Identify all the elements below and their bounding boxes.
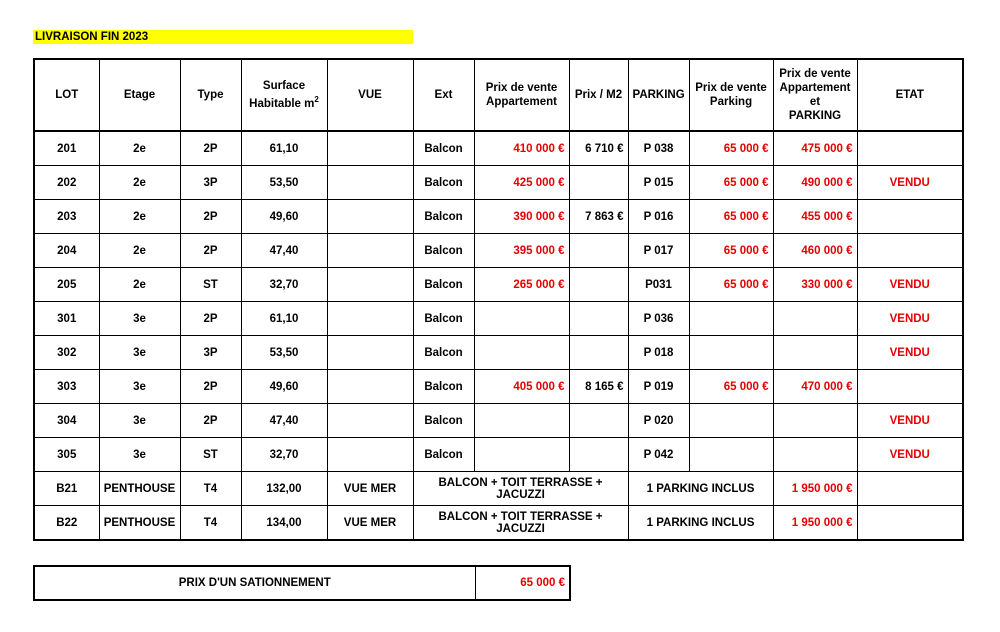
cell-vue — [327, 404, 413, 438]
cell-ext: BALCON + TOIT TERRASSE + JACUZZI — [413, 506, 628, 541]
header-prix-appt — [474, 59, 569, 131]
table-row — [34, 336, 963, 370]
cell-lot: 301 — [34, 302, 99, 336]
cell-prix-m2: 6 710 € — [569, 131, 628, 166]
cell-vue — [327, 200, 413, 234]
cell-prix-appt — [474, 336, 569, 370]
header-etage: Etage — [99, 59, 180, 131]
cell-ext: BALCON + TOIT TERRASSE + JACUZZI — [413, 472, 628, 506]
cell-ext: Balcon — [413, 336, 474, 370]
cell-parking: P 036 — [628, 302, 689, 336]
cell-type: ST — [180, 268, 241, 302]
cell-parking: P 038 — [628, 131, 689, 166]
cell-parking: P 042 — [628, 438, 689, 472]
cell-etat: VENDU — [857, 166, 963, 200]
table-row — [34, 234, 963, 268]
cell-prix-total: 1 950 000 € — [773, 472, 857, 506]
cell-etage: 2e — [99, 200, 180, 234]
parking-price-summary — [33, 565, 571, 601]
header-row — [34, 59, 963, 131]
cell-type: 2P — [180, 302, 241, 336]
cell-lot: 304 — [34, 404, 99, 438]
header-surface-sup: 2 — [314, 95, 319, 105]
cell-prix-total — [773, 404, 857, 438]
cell-parking: 1 PARKING INCLUS — [628, 506, 773, 541]
cell-ext: Balcon — [413, 404, 474, 438]
cell-vue — [327, 268, 413, 302]
cell-prix-appt: 390 000 € — [474, 200, 569, 234]
cell-lot: B22 — [34, 506, 99, 541]
cell-prix-parking: 65 000 € — [689, 166, 773, 200]
cell-prix-total: 475 000 € — [773, 131, 857, 166]
cell-etage: 3e — [99, 404, 180, 438]
cell-vue — [327, 302, 413, 336]
cell-prix-parking — [689, 336, 773, 370]
cell-surface: 53,50 — [241, 166, 327, 200]
header-surface-line2: Habitable m — [249, 97, 315, 110]
summary-label: PRIX D'UN SATIONNEMENT — [34, 566, 475, 600]
cell-type: 2P — [180, 404, 241, 438]
header-prix-parking — [689, 59, 773, 131]
cell-prix-m2 — [569, 404, 628, 438]
header-prix-parking-line2: Parking — [709, 96, 753, 108]
cell-parking: P 016 — [628, 200, 689, 234]
cell-prix-total: 455 000 € — [773, 200, 857, 234]
cell-type: 2P — [180, 200, 241, 234]
cell-etat: VENDU — [857, 268, 963, 302]
cell-prix-parking: 65 000 € — [689, 131, 773, 166]
cell-prix-m2 — [569, 302, 628, 336]
header-prix-appt-line2: Appartement — [486, 96, 557, 108]
penthouse-row — [34, 472, 963, 506]
cell-parking: 1 PARKING INCLUS — [628, 472, 773, 506]
table-row — [34, 268, 963, 302]
cell-parking: P 017 — [628, 234, 689, 268]
cell-prix-total: 490 000 € — [773, 166, 857, 200]
cell-parking: P 018 — [628, 336, 689, 370]
cell-surface: 61,10 — [241, 131, 327, 166]
cell-prix-total — [773, 336, 857, 370]
cell-etage: PENTHOUSE — [99, 472, 180, 506]
cell-type: 3P — [180, 336, 241, 370]
cell-prix-m2 — [569, 166, 628, 200]
cell-lot: 305 — [34, 438, 99, 472]
cell-surface: 49,60 — [241, 370, 327, 404]
cell-lot: 302 — [34, 336, 99, 370]
cell-vue — [327, 370, 413, 404]
cell-surface: 132,00 — [241, 472, 327, 506]
cell-prix-appt: 405 000 € — [474, 370, 569, 404]
cell-prix-total: 1 950 000 € — [773, 506, 857, 541]
header-prix-total-line3: PARKING — [788, 110, 842, 122]
cell-parking: P 020 — [628, 404, 689, 438]
penthouse-row — [34, 506, 963, 541]
cell-type: ST — [180, 438, 241, 472]
cell-surface: 32,70 — [241, 268, 327, 302]
table-row — [34, 370, 963, 404]
cell-surface: 32,70 — [241, 438, 327, 472]
cell-type: 2P — [180, 234, 241, 268]
cell-prix-m2: 8 165 € — [569, 370, 628, 404]
cell-vue — [327, 166, 413, 200]
summary-value: 65 000 € — [475, 566, 570, 600]
cell-surface: 47,40 — [241, 404, 327, 438]
cell-ext: Balcon — [413, 234, 474, 268]
lots-table — [33, 58, 964, 541]
cell-vue — [327, 131, 413, 166]
cell-prix-parking: 65 000 € — [689, 268, 773, 302]
cell-prix-appt — [474, 404, 569, 438]
cell-vue — [327, 438, 413, 472]
cell-ext: Balcon — [413, 438, 474, 472]
cell-parking: P031 — [628, 268, 689, 302]
cell-prix-parking — [689, 404, 773, 438]
cell-prix-appt: 410 000 € — [474, 131, 569, 166]
cell-prix-parking — [689, 302, 773, 336]
table-row — [34, 131, 963, 166]
cell-etage: 3e — [99, 370, 180, 404]
cell-prix-total — [773, 302, 857, 336]
cell-prix-appt: 425 000 € — [474, 166, 569, 200]
cell-prix-appt — [474, 302, 569, 336]
cell-prix-appt: 265 000 € — [474, 268, 569, 302]
cell-prix-m2: 7 863 € — [569, 200, 628, 234]
cell-lot: 205 — [34, 268, 99, 302]
cell-type: T4 — [180, 506, 241, 541]
cell-surface: 49,60 — [241, 200, 327, 234]
cell-vue — [327, 336, 413, 370]
cell-etage: 2e — [99, 166, 180, 200]
cell-prix-total — [773, 438, 857, 472]
header-surface-line1: Surface — [262, 80, 306, 93]
table-row — [34, 438, 963, 472]
cell-prix-parking — [689, 438, 773, 472]
header-prix-total-line1: Prix de vente — [779, 68, 851, 80]
cell-prix-parking: 65 000 € — [689, 234, 773, 268]
header-parking: PARKING — [628, 59, 689, 131]
cell-etage: 2e — [99, 234, 180, 268]
cell-prix-total: 330 000 € — [773, 268, 857, 302]
cell-vue — [327, 234, 413, 268]
cell-type: 2P — [180, 370, 241, 404]
cell-parking: P 019 — [628, 370, 689, 404]
cell-etage: 3e — [99, 336, 180, 370]
cell-ext: Balcon — [413, 200, 474, 234]
cell-prix-m2 — [569, 336, 628, 370]
cell-lot: 201 — [34, 131, 99, 166]
header-ext: Ext — [413, 59, 474, 131]
cell-prix-total: 460 000 € — [773, 234, 857, 268]
table-body — [34, 131, 963, 540]
cell-etat — [857, 370, 963, 404]
cell-prix-appt — [474, 438, 569, 472]
header-lot: LOT — [34, 59, 99, 131]
cell-prix-m2 — [569, 268, 628, 302]
cell-ext: Balcon — [413, 166, 474, 200]
cell-type: 2P — [180, 131, 241, 166]
cell-ext: Balcon — [413, 131, 474, 166]
cell-etat: VENDU — [857, 336, 963, 370]
cell-prix-m2 — [569, 234, 628, 268]
cell-etat — [857, 200, 963, 234]
cell-vue: VUE MER — [327, 506, 413, 541]
cell-ext: Balcon — [413, 302, 474, 336]
cell-prix-total: 470 000 € — [773, 370, 857, 404]
cell-etat — [857, 472, 963, 506]
cell-lot: 303 — [34, 370, 99, 404]
cell-etat — [857, 234, 963, 268]
header-prix-total-line2: Appartement et — [779, 82, 851, 108]
cell-surface: 134,00 — [241, 506, 327, 541]
table-row — [34, 404, 963, 438]
cell-prix-parking: 65 000 € — [689, 200, 773, 234]
cell-etat — [857, 131, 963, 166]
cell-etage: 2e — [99, 268, 180, 302]
cell-prix-appt: 395 000 € — [474, 234, 569, 268]
table-row — [34, 200, 963, 234]
header-prix-appt-line1: Prix de vente — [485, 82, 558, 94]
table-row — [34, 302, 963, 336]
cell-lot: 203 — [34, 200, 99, 234]
cell-surface: 53,50 — [241, 336, 327, 370]
cell-etage: 3e — [99, 302, 180, 336]
cell-etat: VENDU — [857, 404, 963, 438]
cell-ext: Balcon — [413, 268, 474, 302]
cell-etage: PENTHOUSE — [99, 506, 180, 541]
cell-vue: VUE MER — [327, 472, 413, 506]
cell-ext: Balcon — [413, 370, 474, 404]
summary-row — [34, 566, 570, 600]
header-type: Type — [180, 59, 241, 131]
cell-lot: 204 — [34, 234, 99, 268]
page-title: LIVRAISON FIN 2023 — [33, 30, 413, 44]
cell-prix-parking: 65 000 € — [689, 370, 773, 404]
cell-surface: 61,10 — [241, 302, 327, 336]
cell-etage: 3e — [99, 438, 180, 472]
table-row — [34, 166, 963, 200]
cell-type: T4 — [180, 472, 241, 506]
cell-etat — [857, 506, 963, 541]
cell-lot: B21 — [34, 472, 99, 506]
cell-etat: VENDU — [857, 438, 963, 472]
header-prix-parking-line1: Prix de vente — [695, 82, 767, 94]
header-prix-total — [773, 59, 857, 131]
cell-lot: 202 — [34, 166, 99, 200]
header-surface — [241, 59, 327, 131]
cell-parking: P 015 — [628, 166, 689, 200]
cell-type: 3P — [180, 166, 241, 200]
cell-etage: 2e — [99, 131, 180, 166]
header-etat: ETAT — [857, 59, 963, 131]
cell-surface: 47,40 — [241, 234, 327, 268]
cell-prix-m2 — [569, 438, 628, 472]
cell-etat: VENDU — [857, 302, 963, 336]
header-vue: VUE — [327, 59, 413, 131]
header-prix-m2: Prix / M2 — [569, 59, 628, 131]
